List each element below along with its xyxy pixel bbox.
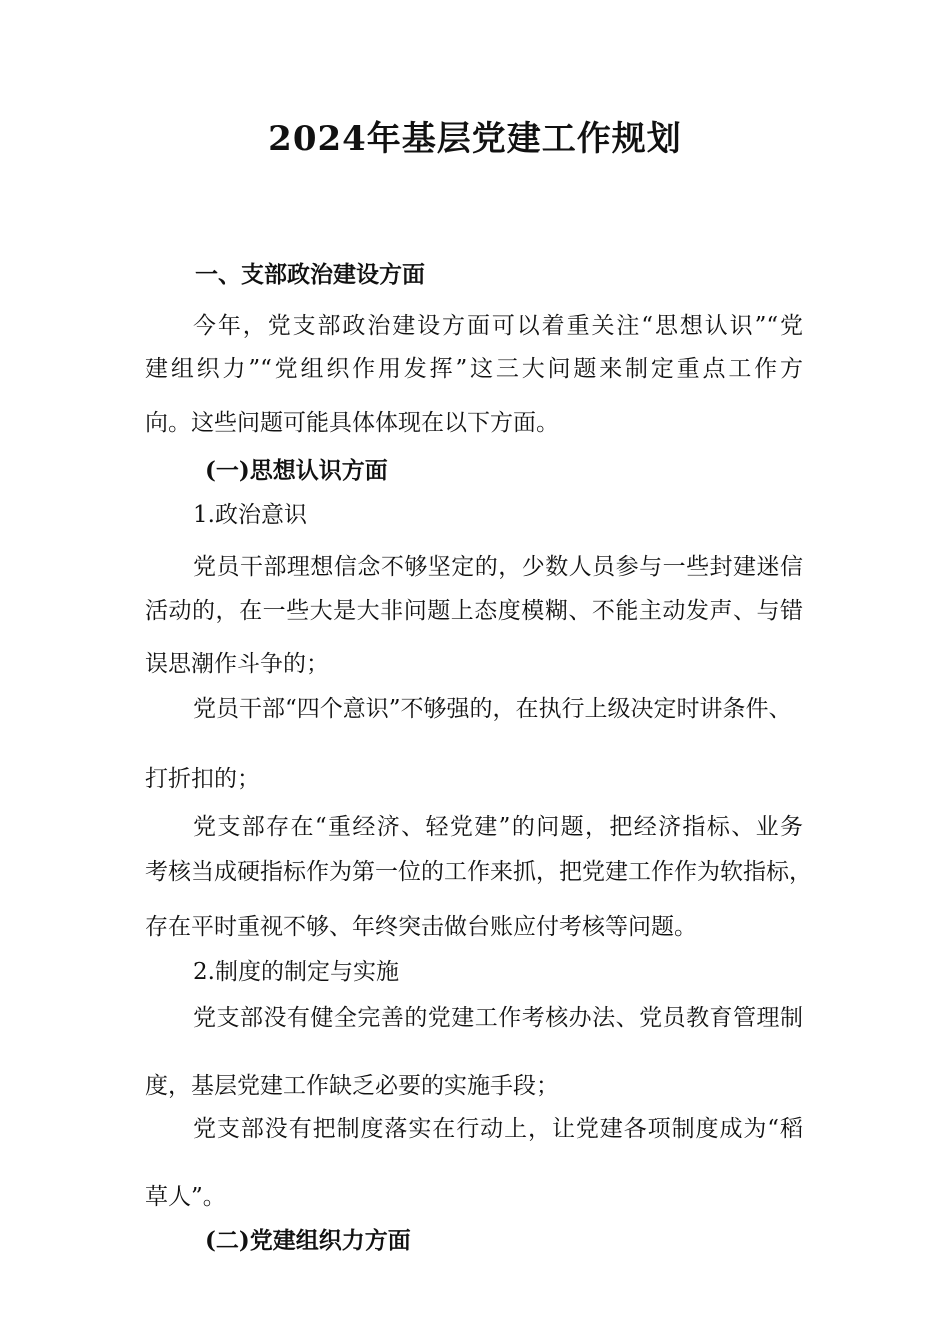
paragraph-line: 党支部没有把制度落实在行动上，让党建各项制度成为“稻	[193, 1116, 803, 1142]
document-title: 2024年基层党建工作规划	[268, 119, 682, 159]
paragraph-line: 党员干部“四个意识”不够强的，在执行上级决定时讲条件、	[193, 696, 792, 722]
paragraph-line: 存在平时重视不够、年终突击做台账应付考核等问题。	[145, 914, 697, 940]
paragraph-line: 党支部存在“重经济、轻党建”的问题，把经济指标、业务	[193, 814, 803, 840]
paragraph-line: 考核当成硬指标作为第一位的工作来抓，把党建工作作为软指标，	[145, 859, 812, 885]
subsection-heading: (一)思想认识方面	[205, 457, 388, 484]
paragraph-line: 今年，党支部政治建设方面可以着重关注“思想认识”“党	[193, 313, 803, 339]
paragraph-line: 向。这些问题可能具体体现在以下方面。	[145, 410, 559, 436]
paragraph-line: 度，基层党建工作缺乏必要的实施手段；	[145, 1073, 559, 1099]
paragraph-line: 草人”。	[145, 1184, 226, 1210]
paragraph-line: 建组织力”“党组织作用发挥”这三大问题来制定重点工作方	[145, 356, 803, 382]
paragraph-line: 党支部没有健全完善的党建工作考核办法、党员教育管理制	[193, 1005, 803, 1031]
paragraph-line: 活动的，在一些大是大非问题上态度模糊、不能主动发声、与错	[145, 598, 803, 624]
paragraph-line: 打折扣的；	[145, 766, 260, 792]
section-heading: 一、支部政治建设方面	[195, 261, 425, 288]
paragraph-line: 党员干部理想信念不够坚定的，少数人员参与一些封建迷信	[193, 554, 803, 580]
subsection-heading: (二)党建组织力方面	[205, 1227, 411, 1254]
item-heading: 1.政治意识	[193, 502, 307, 528]
item-heading: 2.制度的制定与实施	[193, 959, 399, 985]
paragraph-line: 误思潮作斗争的；	[145, 651, 329, 677]
